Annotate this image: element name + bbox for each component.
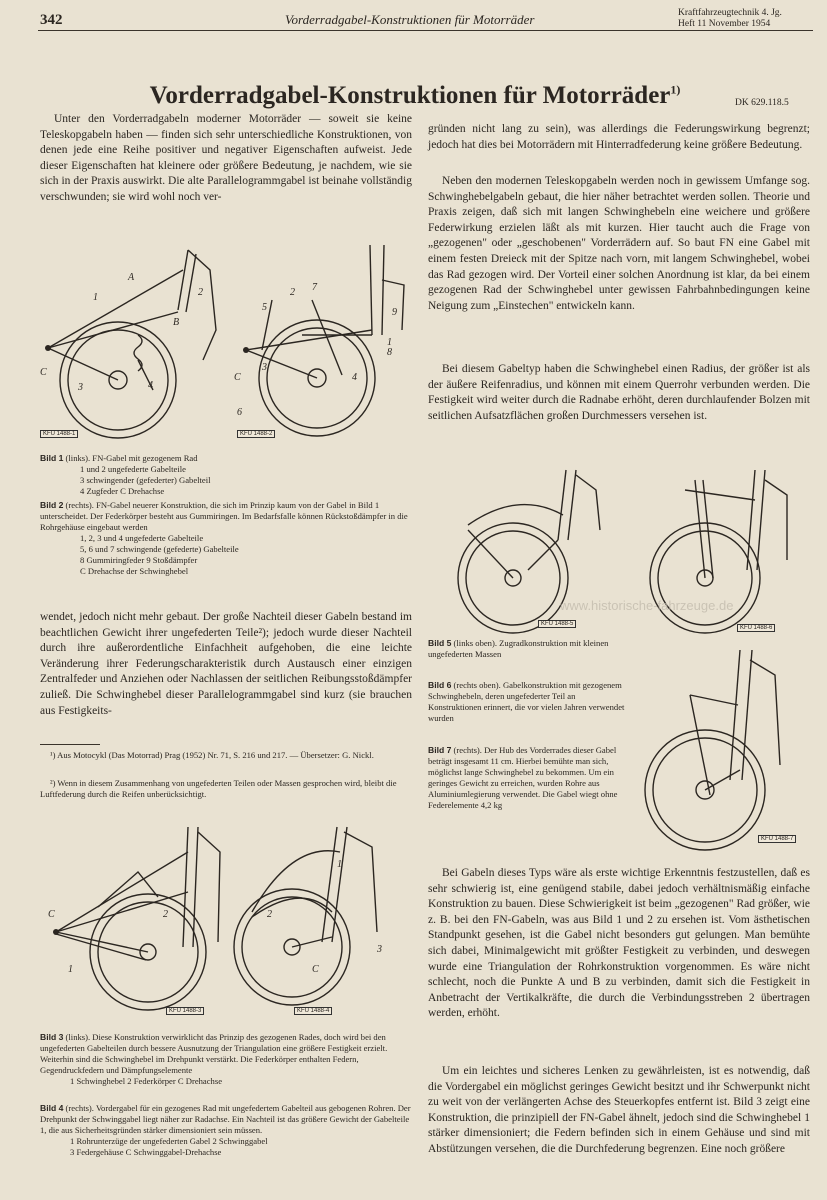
footnote-1: ¹) Aus Motocykl (Das Motorrad) Prag (1952) Nr. 71, S. 216 und 217. — Übersetzer: G. Nickl. xyxy=(50,750,374,760)
left-middle-paragraph: wendet, jedoch nicht mehr gebaut. Der große Nachteil dieser Gabeln bestand im beachtlichen Gewicht ihrer ungefederten Teile²); jedoch wurde dieser Nachteil durch ihre außerordentliche Einfachheit aufgehoben, die eine leichte Veränderung ihrer Federungscharakteristik durch Austausch einer einzigen Zentralfeder und Anziehen oder Nachlassen der seitlichen Reibungsstoßdämpfer zuließ. Die Schwinghebel dieser Parallelogrammgabel sind kurz (sie brauchen aus Festigkeits- xyxy=(40,611,412,717)
caption-bild-1-line-3: 4 Zugfeder C Drehachse xyxy=(80,486,165,496)
caption-bild-6-text: (rechts oben). Gabelkonstruktion mit gezogenem Schwinghebeln, deren ungefederter Teil an Konstruktionen erinnert, die vor vielen Jahren verwendet wurden xyxy=(428,680,625,723)
figure-4 xyxy=(232,822,412,1022)
caption-bild-3-legend xyxy=(40,1076,412,1087)
caption-bild-5-text: (links oben). Zugradkonstruktion mit kleinen ungefederten Massen xyxy=(428,638,609,659)
caption-bild-3-line-1: 1 Schwinghebel 2 Federkörper C Drehachse xyxy=(70,1076,223,1086)
caption-bild-5 xyxy=(428,638,628,660)
figure-1-tag: KFU 1488-1 xyxy=(40,430,78,438)
svg-text:C: C xyxy=(40,367,47,378)
caption-bild-2-line-2: 5, 6 und 7 schwingende (gefederte) Gabelteile xyxy=(80,544,239,554)
figure-1 xyxy=(38,240,228,445)
svg-text:C: C xyxy=(48,909,55,920)
figure-1-drawing xyxy=(38,240,228,445)
caption-bild-7 xyxy=(428,745,628,811)
caption-bild-4-line-1: 1 Rohrunterzüge der ungefederten Gabel 2 Schwinggabel xyxy=(70,1136,268,1146)
caption-bild-2-text: (rechts). FN-Gabel neuerer Konstruktion, die sich im Prinzip kaum von der Gabel in Bild 1 unterscheidet. Der Federkörper besteht aus Gummiringen. Im Bedarfsfalle können Rückstoßdämpfer in die Rohrgehäuse eingebaut werden xyxy=(40,500,408,532)
svg-text:4: 4 xyxy=(352,372,357,383)
right-paragraph-5: Um ein leichtes und sicheres Lenken zu gewährleisten, ist es notwendig, daß die Vordergabel ein möglichst geringes Gewicht besitzt und ihr Schwerpunkt nicht zu weit von der verlängerten Achse des Steuerkopfes entfernt ist. Bild 3 zeigt eine Konstruktion, die prinzipiell der FN-Gabel ähnelt, jedoch sind die Schwinghebel 1 stärker dimensioniert; die Federn befinden sich in einem Gehäuse und sind mit Abstützungen versehen, die die Durchfederung begrenzen. Eine noch größere xyxy=(428,1065,810,1155)
right-paragraph-1: gründen nicht lang zu sein), was allerdings die Federungswirkung begrenzt; jedoch hat dies bei Motorrädern mit Hinterradfederung keine größere Bedeutung. xyxy=(428,123,810,151)
caption-bild-2-line-1: 1, 2, 3 und 4 ungefederte Gabelteile xyxy=(80,533,204,543)
article-title-text: Vorderradgabel-Konstruktionen für Motorräder xyxy=(149,82,671,109)
svg-text:1: 1 xyxy=(68,964,73,975)
svg-text:1: 1 xyxy=(93,292,98,303)
figure-6 xyxy=(625,460,815,640)
page-number: 342 xyxy=(40,12,63,28)
title-footnote-mark: 1) xyxy=(670,82,681,97)
journal-line-1: Kraftfahrzeugtechnik 4. Jg. xyxy=(678,8,782,18)
svg-text:6: 6 xyxy=(237,407,242,418)
svg-text:3: 3 xyxy=(377,944,382,955)
caption-bild-3-label: Bild 3 xyxy=(40,1032,64,1042)
figure-5 xyxy=(428,460,618,640)
caption-bild-4-legend xyxy=(40,1136,412,1158)
caption-bild-4-line-2: 3 Federgehäuse C Schwinggabel-Drehachse xyxy=(70,1147,222,1157)
caption-bild-2-line-3: 8 Gummiringfeder 9 Stoßdämpfer xyxy=(80,555,198,565)
journal-line-2: Heft 11 November 1954 xyxy=(678,19,771,29)
journal-info xyxy=(678,8,818,30)
svg-text:A: A xyxy=(128,272,135,283)
caption-bild-3 xyxy=(40,1032,412,1087)
caption-bild-4 xyxy=(40,1103,412,1158)
svg-text:4: 4 xyxy=(148,380,153,391)
figure-7 xyxy=(630,645,815,855)
svg-text:2: 2 xyxy=(198,287,203,298)
caption-bild-1-line-2: 3 schwingender (gefederter) Gabelteil xyxy=(80,475,211,485)
svg-text:5: 5 xyxy=(262,302,267,313)
caption-bild-1-legend xyxy=(40,464,412,497)
caption-bild-4-label: Bild 4 xyxy=(40,1103,64,1113)
figure-4-drawing xyxy=(232,822,412,1022)
caption-bild-1-text: (links). FN-Gabel mit gezogenem Rad xyxy=(63,453,198,463)
figure-5-drawing xyxy=(428,460,618,640)
caption-bild-1 xyxy=(40,453,412,497)
figure-2 xyxy=(232,240,412,445)
svg-text:B: B xyxy=(173,317,180,328)
right-paragraph-2: Neben den modernen Teleskopgabeln werden noch in gewissem Umfange sog. Schwinghebelgabeln gebaut, die hier näher betrachtet werden sollen. Theorie und Praxis zeigen, daß sich mit langen Schwinghebeln eine weichere und größere Federwirkung erzielen läßt als mit kurzen. Hier taucht auch die Frage von „gezogenen" oder „geschobenen" Vorderrädern auf. So baut FN eine Gabel mit einem festen Dreieck mit der Spitze nach vorn, mit langem Schwinghebel, wobei das Rad gezogen wird. Der Vorteil einer solchen Anordnung ist klar, da bei einem gezogenen Rad der Schwinghebel unter gewissen Fahrbahnbedingungen keine Neigung zum „Einstechen" entwickeln kann. xyxy=(428,175,810,312)
footnote-2: ²) Wenn in diesem Zusammenhang von ungefederten Teilen oder Massen gesprochen wird, bleibt die Luftfederung durch die Reifen unberücksichtigt. xyxy=(40,778,397,799)
svg-text:9: 9 xyxy=(392,307,397,318)
svg-text:2: 2 xyxy=(163,909,168,920)
watermark: www.historische-fahrzeuge.de xyxy=(560,598,734,613)
caption-bild-4-text: (rechts). Vordergabel für ein gezogenes Rad mit ungefedertem Gabelteil aus gebogenen Rohren. Der Drehpunkt der Schwinggabel liegt näher zur Radachse. Ein Nachteil ist das größere Gewicht der Gabelteile 1, die aus Sicherheitsgründen stärker dimensioniert sein müssen. xyxy=(40,1103,411,1135)
left-intro-paragraph: Unter den Vorderradgabeln moderner Motorräder — soweit sie keine Teleskopgabeln haben — finden sich sehr unterschiedliche Konstruktionen, von denen jede eine Reihe positiver und negativer Eigenschaften aufweist. Jede dieser Eigenschaften hat kleinere oder größere Bedeutung, je nachdem, wie sie sich in der Praxis auswirkt. Die alte Parallelogrammgabel ist beinahe vollständig verschwunden; sie wird wohl noch ver- xyxy=(40,113,412,203)
article-title xyxy=(40,82,790,110)
caption-bild-1-label: Bild 1 xyxy=(40,453,64,463)
right-paragraph-4: Bei Gabeln dieses Typs wäre als erste wichtige Erkenntnis festzustellen, daß es sehr schwierig ist, eine genügend stabile, dabei jedoch verhältnismäßig einfache Konstruktion zu bauen. Diese Schwierigkeit ist beim „gezogenen" Rad größer, wie z. B. bei den FN-Gabeln, was aus Bild 1 und 2 zu ersehen ist. Vom ästhetischen Standpunkt gesehen, ist die Gabel nicht besonders gut gelungen. Man bemühte sich dabei, Minimalgewicht mit größter Festigkeit zu verbinden, und deswegen wurde eine Triangulation der Rohrkonstruktion vorgenommen. Es wäre nicht schlecht, noch die Punkte A und B zu verbinden, damit sich die Festigkeit in Anbetracht der Vertikalkräfte, die durch die Verbindungsstreben 2 übertragen werden, erhöht. xyxy=(428,867,810,1020)
svg-text:1: 1 xyxy=(387,337,392,348)
caption-bild-5-label: Bild 5 xyxy=(428,638,452,648)
footnote-rule xyxy=(40,744,100,745)
figure-2-drawing xyxy=(232,240,412,445)
caption-bild-6 xyxy=(428,680,628,724)
header-rule xyxy=(38,30,813,31)
figure-5-tag: KFU 1488-5 xyxy=(538,620,576,628)
figure-2-tag: KFU 1488-2 xyxy=(237,430,275,438)
caption-bild-1-line-1: 1 und 2 ungefederte Gabelteile xyxy=(80,464,186,474)
svg-text:2: 2 xyxy=(267,909,272,920)
caption-bild-2-label: Bild 2 xyxy=(40,500,64,510)
caption-bild-2 xyxy=(40,500,412,577)
figure-3 xyxy=(38,822,228,1022)
caption-bild-3-text: (links). Diese Konstruktion verwirklicht das Prinzip des gezogenen Rades, doch wird bei den ungefederten Gabelteilen durch bessere Ausnutzung der Triangulation eine größere Festigkeit erzielt. Weiterhin sind die Schwinghebel im Drehpunkt verstärkt. Die Federkörper enthalten Federn, Gegendruckfedern und Dämpfungselemente xyxy=(40,1032,388,1075)
svg-text:1: 1 xyxy=(337,859,342,870)
svg-text:C: C xyxy=(312,964,319,975)
figure-7-drawing xyxy=(630,645,815,855)
svg-text:8: 8 xyxy=(387,347,392,358)
right-paragraph-3: Bei diesem Gabeltyp haben die Schwinghebel einen Radius, der größer ist als der äußere Reifenradius, und können mit einem Querrohr verbunden werden. Die Festigkeit wird weiter durch die Radnabe erhöht, deren durchlaufender Bolzen mit seitlichen Aufsatzflächen großen Durchmessers versehen ist. xyxy=(428,363,810,422)
running-title: Vorderradgabel-Konstruktionen für Motorräder xyxy=(285,12,535,27)
figure-3-tag: KFU 1488-3 xyxy=(166,1007,204,1015)
caption-bild-2-legend xyxy=(40,533,412,577)
figure-6-drawing xyxy=(625,460,815,640)
svg-text:3: 3 xyxy=(262,362,267,373)
figure-7-tag: KFU 1488-7 xyxy=(758,835,796,843)
caption-bild-7-text: (rechts). Der Hub des Vorderrades dieser Gabel beträgt insgesamt 11 cm. Hierbei bemühte man sich, möglichst lange Schwinghebel zu bekommen. Um ein geringes Gewicht zu erreichen, wurden Rohre aus Aluminiumlegierung verwendet. Die Gabel wiegt ohne Federelemente 4,2 kg xyxy=(428,745,618,810)
svg-text:7: 7 xyxy=(312,282,317,293)
caption-bild-7-label: Bild 7 xyxy=(428,745,452,755)
figure-3-drawing xyxy=(38,822,228,1022)
svg-text:3: 3 xyxy=(78,382,83,393)
caption-bild-2-line-4: C Drehachse der Schwinghebel xyxy=(80,566,189,576)
caption-bild-6-label: Bild 6 xyxy=(428,680,452,690)
figure-4-tag: KFU 1488-4 xyxy=(294,1007,332,1015)
dk-number: DK 629.118.5 xyxy=(735,98,789,108)
svg-text:2: 2 xyxy=(290,287,295,298)
figure-6-tag: KFU 1488-6 xyxy=(737,624,775,632)
svg-text:C: C xyxy=(234,372,241,383)
